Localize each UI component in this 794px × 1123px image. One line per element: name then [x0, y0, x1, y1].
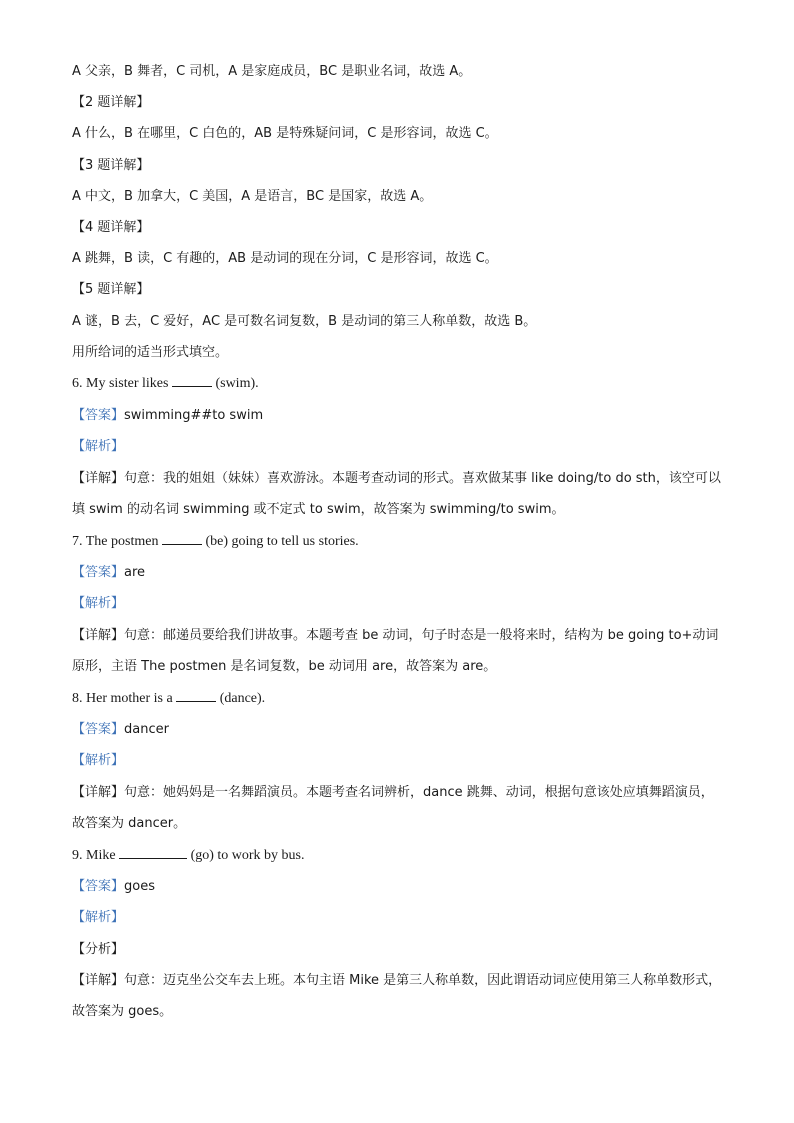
answer-6-value: swimming##to swim	[124, 407, 264, 423]
answer-7-tag: 【答案】	[72, 564, 125, 580]
explanation-q1: A 父亲，B 舞者，C 司机，A 是家庭成员，BC 是职业名词，故选 A。	[72, 64, 472, 79]
detail-8-tag: 【详解】	[72, 784, 125, 800]
detail-7	[72, 620, 722, 688]
analysis-9-extra-tag: 【分析】	[72, 941, 125, 957]
heading-q4-detail: 【4 题详解】	[72, 219, 150, 235]
answer-7	[72, 563, 722, 583]
heading-q3-detail: 【3 题详解】	[72, 157, 150, 173]
analysis-7-tag: 【解析】	[72, 596, 125, 612]
question-9-suffix: (go) to work by bus.	[190, 847, 305, 863]
answer-8-value: dancer	[124, 721, 169, 737]
analysis-8-tag: 【解析】	[72, 753, 125, 769]
question-6-prefix: 6. My sister likes	[72, 376, 169, 392]
heading-q5-detail: 【5 题详解】	[72, 282, 150, 298]
answer-8	[72, 720, 722, 740]
explanation-q5: A 谜，B 去，C 爱好，AC 是可数名词复数，B 是动词的第三人称单数，故选 B。	[72, 313, 537, 329]
question-7	[72, 531, 722, 552]
detail-6-text: 句意：我的姐姐（妹妹）喜欢游泳。本题考查动词的形式。喜欢做某事 like doing/to do sth，该空可以填 swim 的动名词 swimming 或不定式 to swim，故答案为 swimming/to swim。	[72, 470, 721, 517]
question-7-suffix: (be) going to tell us stories.	[205, 533, 359, 549]
explanation-q2: A 什么，B 在哪里，C 白色的，AB 是特殊疑问词，C 是形容词，故选 C。	[72, 126, 498, 142]
detail-6	[72, 463, 722, 531]
question-6-blank	[172, 373, 212, 387]
answer-9-tag: 【答案】	[72, 879, 125, 895]
detail-9-text: 句意：迈克坐公交车去上班。本句主语 Mike 是第三人称单数，因此谓语动词应使用第三人称单数形式，故答案为 goes。	[72, 973, 722, 1020]
question-8-prefix: 8. Her mother is a	[72, 690, 173, 706]
explanation-q4: A 跳舞，B 读，C 有趣的，AB 是动词的现在分词，C 是形容词，故选 C。	[72, 251, 498, 267]
question-9-prefix: 9. Mike	[72, 847, 116, 863]
document-page	[72, 62, 722, 1033]
analysis-6-tag: 【解析】	[72, 438, 125, 454]
question-9-blank	[119, 845, 187, 859]
detail-9	[72, 965, 722, 1033]
answer-9	[72, 877, 722, 897]
question-8-suffix: (dance).	[219, 690, 266, 706]
detail-8	[72, 777, 722, 845]
detail-7-tag: 【详解】	[72, 627, 125, 643]
answer-9-value: goes	[124, 879, 155, 895]
answer-8-tag: 【答案】	[72, 721, 125, 737]
question-6	[72, 373, 722, 394]
question-7-blank	[162, 531, 202, 545]
question-8-blank	[176, 688, 216, 702]
question-6-suffix: (swim).	[215, 376, 259, 392]
detail-7-text: 句意：邮递员要给我们讲故事。本题考查 be 动词，句子时态是一般将来时，结构为 be going to+动词原形，主语 The postmen 是名词复数，be 动词用 are，故答案为 are。	[72, 627, 719, 674]
question-9	[72, 845, 722, 866]
detail-9-tag: 【详解】	[72, 973, 125, 989]
detail-8-text: 句意：她妈妈是一名舞蹈演员。本题考查名词辨析，dance 跳舞、动词，根据句意该处应填舞蹈演员，故答案为 dancer。	[72, 784, 714, 832]
answer-6	[72, 406, 722, 426]
analysis-9-tag: 【解析】	[72, 910, 125, 926]
heading-q2-detail: 【2 题详解】	[72, 95, 150, 111]
answer-6-tag: 【答案】	[72, 407, 125, 423]
answer-7-value: are	[124, 564, 146, 580]
detail-6-tag: 【详解】	[72, 470, 125, 486]
explanation-q3: A 中文，B 加拿大，C 美国，A 是语言，BC 是国家，故选 A。	[72, 188, 433, 204]
section-instruction: 用所给词的适当形式填空。	[72, 344, 229, 360]
question-8	[72, 688, 722, 709]
question-7-prefix: 7. The postmen	[72, 533, 159, 549]
